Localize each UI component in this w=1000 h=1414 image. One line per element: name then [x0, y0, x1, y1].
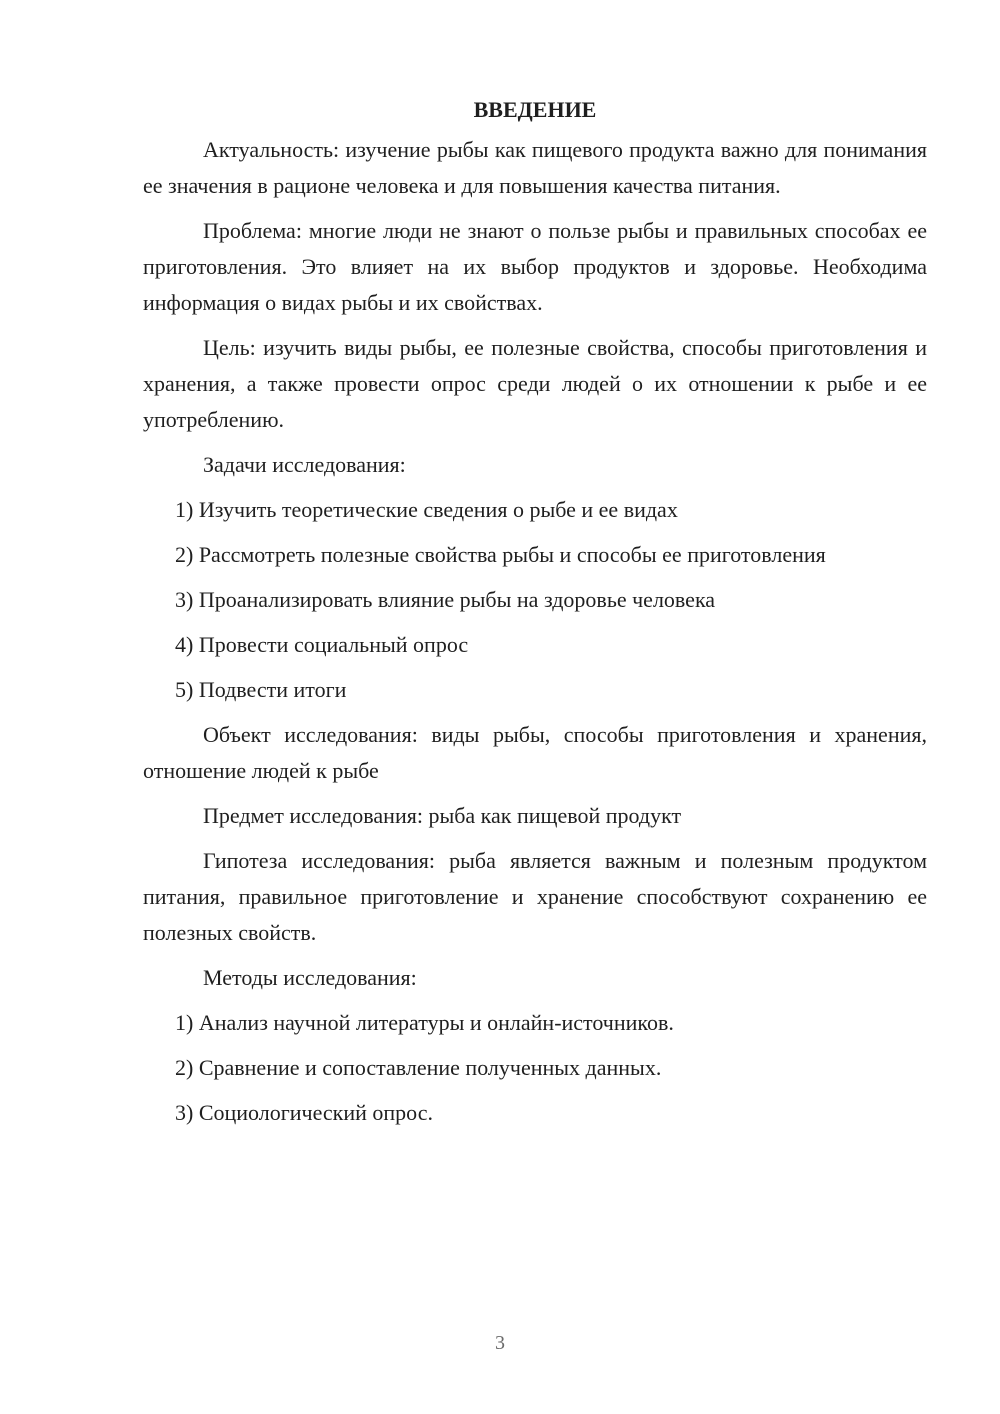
methods-heading: Методы исследования: — [203, 965, 417, 990]
list-item: 2) Сравнение и сопоставление полученных данных. — [175, 1055, 662, 1080]
list-item: 4) Провести социальный опрос — [175, 632, 469, 657]
relevance-paragraph: Актуальность: изучение рыбы как пищевого продукта важно для понимания ее значения в рационе человека и для повышения качества питания. — [143, 137, 927, 198]
list-item: 3) Социологический опрос. — [175, 1100, 433, 1125]
methods-list — [143, 1005, 927, 1131]
goal-paragraph: Цель: изучить виды рыбы, ее полезные свойства, способы приготовления и хранения, а также провести опрос среди людей о их отношении к рыбе и ее употреблению. — [143, 335, 927, 432]
problem-paragraph: Проблема: многие люди не знают о пользе рыбы и правильных способах ее приготовления. Это влияет на их выбор продуктов и здоровье. Необходима информация о видах рыбы и их свойствах. — [143, 218, 927, 315]
page-number: 3 — [495, 1332, 505, 1354]
hypothesis-paragraph: Гипотеза исследования: рыба является важным и полезным продуктом питания, правильное приготовление и хранение способствуют сохранению ее полезных свойств. — [143, 848, 927, 945]
list-item: 3) Проанализировать влияние рыбы на здоровье человека — [175, 587, 716, 612]
list-item: 2) Рассмотреть полезные свойства рыбы и способы ее приготовления — [175, 542, 826, 567]
object-paragraph: Объект исследования: виды рыбы, способы приготовления и хранения, отношение людей к рыбе — [143, 722, 927, 783]
section-title: ВВЕДЕНИЕ — [473, 97, 597, 122]
tasks-list — [143, 492, 927, 708]
document-page — [143, 92, 927, 1140]
list-item: 1) Изучить теоретические сведения о рыбе и ее видах — [175, 497, 678, 522]
list-item: 1) Анализ научной литературы и онлайн-источников. — [175, 1010, 674, 1035]
list-item: 5) Подвести итоги — [175, 677, 347, 702]
tasks-heading: Задачи исследования: — [203, 452, 406, 477]
subject-paragraph: Предмет исследования: рыба как пищевой продукт — [203, 803, 682, 828]
